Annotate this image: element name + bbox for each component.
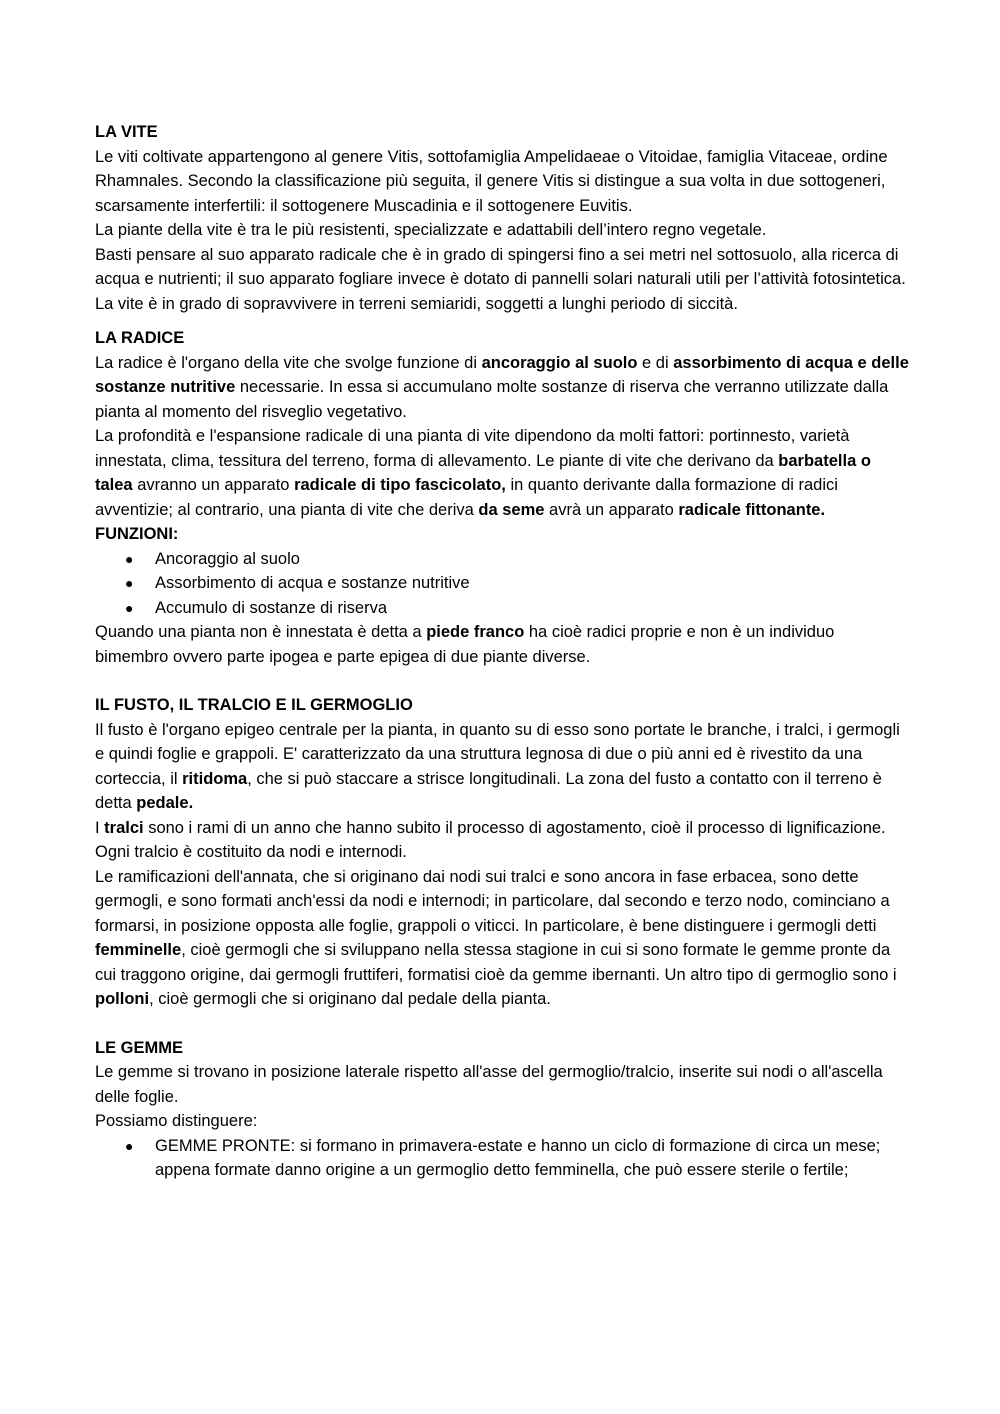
vite-paragraph-1: Le viti coltivate appartengono al genere Vitis, sottofamiglia Ampelidaeae o Vitoidae, famiglia Vitaceae, ordine Rhamnales. Secondo la classificazione più seguita, il genere Vitis si distingue a sua volta in due sottogeneri, scarsamente interfertili: il sottogenere Muscadinia e il sottogenere Euvitis. — [95, 147, 888, 215]
list-item: ● GEMME PRONTE: si formano in primavera-estate e hanno un ciclo di formazione di circa un mese; appena formate danno origine a un germoglio detto femminella, che può essere sterile o fertile; — [95, 1134, 910, 1183]
funzioni-title: FUNZIONI: — [95, 525, 179, 543]
gemme-paragraph-1: Le gemme si trovano in posizione laterale rispetto all'asse del germoglio/tralcio, inserite sui nodi o all'ascella delle foglie. — [95, 1063, 883, 1106]
list-item: ● Accumulo di sostanze di riserva — [95, 596, 910, 621]
list-item: ● Assorbimento di acqua e sostanze nutritive — [95, 571, 910, 596]
vite-paragraph-2: La piante della vite è tra le più resistenti, specializzate e adattabili dell’intero regno vegetale. — [95, 221, 767, 239]
bullet-icon: ● — [125, 599, 134, 616]
fusto-paragraph-3: Le ramificazioni dell'annata, che si originano dai nodi sui tralci e sono ancora in fase erbacea, sono dette germogli, e sono formati anch'essi da nodi e internodi; in particolare, dal secondo e terzo nodo, cominciano a formarsi, in posizione opposta alle foglie, grappoli o viticci. In particolare, è bene distinguere i germogli detti femminelle, cioè germogli che si sviluppano nella stessa stagione in cui si sono formate le gemme pronte da cui traggono origine, dai germogli fruttiferi, formatisi cioè da gemme ibernanti. Un altro tipo di germoglio sono i polloni, cioè germogli che si originano dal pedale della pianta. — [95, 867, 897, 1008]
vite-paragraph-3: Basti pensare al suo apparato radicale che è in grado di spingersi fino a sei metri nel sottosuolo, alla ricerca di acqua e nutrienti; il suo apparato fogliare invece è dotato di pannelli solari naturali utili per l’attività fotosintetica. La vite è in grado di sopravvivere in terreni semiaridi, soggetti a lunghi periodo di siccità. — [95, 245, 906, 313]
radice-paragraph-2: La profondità e l'espansione radicale di una pianta di vite dipendono da molti fattori: portinnesto, varietà innestata, clima, tessitura del terreno, forma di allevamento. Le piante di vite che derivano da barbatella o talea avranno un apparato radicale di tipo fascicolato, in quanto derivante dalla formazione di radici avventizie; al contrario, una pianta di vite che deriva da seme avrà un apparato radicale fittonante. — [95, 427, 871, 519]
bullet-icon: ● — [125, 1137, 134, 1154]
radice-paragraph-3: Quando una pianta non è innestata è detta a piede franco ha cioè radici proprie e non è un individuo bimembro ovvero parte ipogea e parte epigea di due piante diverse. — [95, 623, 835, 666]
section-title-gemme: LE GEMME — [95, 1038, 184, 1057]
gemme-list — [95, 1134, 910, 1183]
fusto-paragraph-2: I tralci sono i rami di un anno che hanno subito il processo di agostamento, cioè il processo di lignificazione. Ogni tralcio è costituito da nodi e internodi. — [95, 818, 886, 861]
section-title-fusto: IL FUSTO, IL TRALCIO E IL GERMOGLIO — [95, 696, 413, 714]
document-page — [95, 120, 910, 1183]
list-item: ● Ancoraggio al suolo — [95, 547, 910, 572]
section-title-radice: LA RADICE — [95, 329, 185, 347]
bullet-icon: ● — [125, 575, 134, 591]
funzioni-list — [95, 547, 910, 621]
section-title-vite: LA VITE — [95, 123, 158, 141]
radice-paragraph-1: La radice è l'organo della vite che svolge funzione di ancoraggio al suolo e di assorbimento di acqua e delle sostanze nutritive necessarie. In essa si accumulano molte sostanze di riserva che verranno utilizzate dalla pianta al momento del risveglio vegetativo. — [95, 353, 909, 421]
fusto-paragraph-1: Il fusto è l'organo epigeo centrale per la pianta, in quanto su di esso sono portate le branche, i tralci, i germogli e quindi foglie e grappoli. E' caratterizzato da una struttura legnosa di due o più anni ed è rivestito da una corteccia, il ritidoma, che si può staccare a strisce longitudinali. La zona del fusto a contatto con il terreno è detta pedale. — [95, 720, 900, 812]
bullet-icon: ● — [125, 550, 134, 567]
gemme-paragraph-2: Possiamo distinguere: — [95, 1112, 258, 1130]
